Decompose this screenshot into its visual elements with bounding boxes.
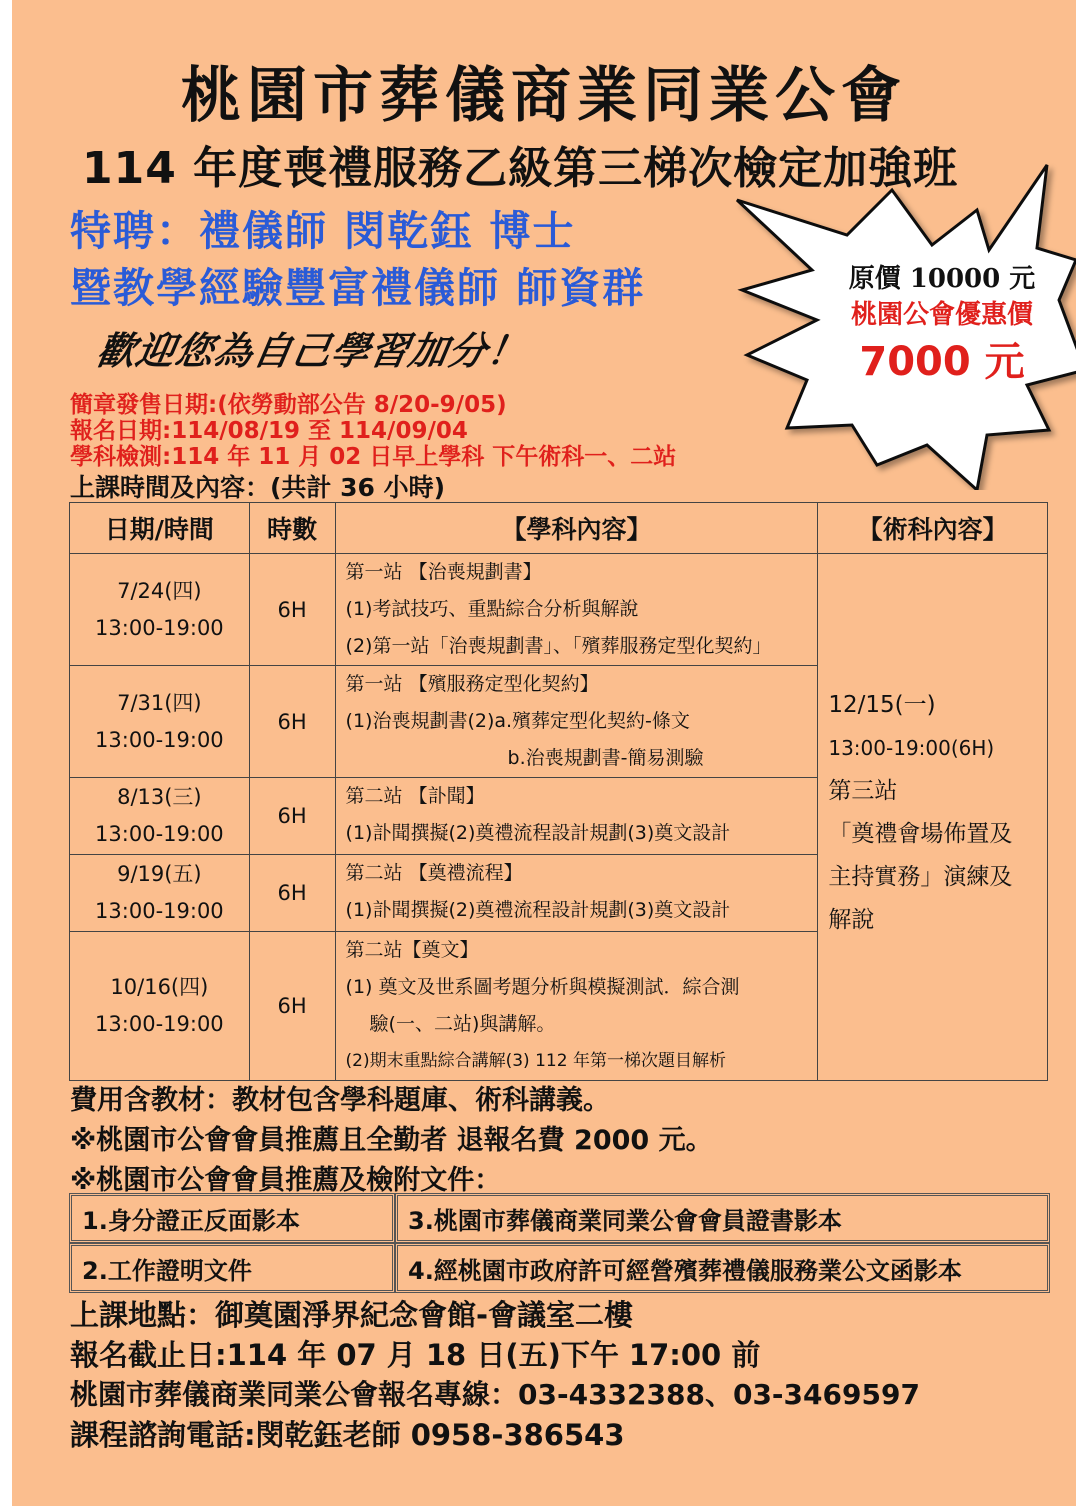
practical-line: 13:00-19:00(6H) <box>828 736 995 760</box>
content-line: 驗(一、二站)與講解。 <box>369 1013 556 1035</box>
practical-content <box>818 554 1048 1081</box>
class-location: 上課地點：御奠園淨界紀念會館-會議室二樓 <box>70 1298 634 1332</box>
registration-deadline: 報名截止日:114 年 07 月 18 日(五)下午 17:00 前 <box>70 1338 761 1372</box>
schedule-header-row <box>70 503 1048 554</box>
schedule-heading: 上課時間及內容：(共計 36 小時) <box>70 473 446 502</box>
row-content <box>335 666 818 778</box>
content-line: (1)考試技巧、重點綜合分析與解說 <box>345 598 639 620</box>
schedule-table <box>69 502 1048 1081</box>
header-practical: 【術科內容】 <box>818 503 1048 554</box>
row-date-cell <box>70 554 250 666</box>
org-title: 桃園市葬儀商業同業公會 <box>181 61 907 131</box>
content-line: b.治喪規劃書-簡易測驗 <box>507 747 704 769</box>
documents-table <box>69 1193 1050 1293</box>
table-row <box>69 1193 1050 1243</box>
practical-line: 「奠禮會場佈置及 <box>828 821 1013 847</box>
row-date-cell <box>70 932 250 1081</box>
row-date-cell <box>70 666 250 778</box>
header-date: 日期/時間 <box>70 503 250 554</box>
row-hours: 6H <box>249 666 335 778</box>
document-item: 3.桃園市葬儀商業同業公會會員證書影本 <box>395 1193 1050 1243</box>
content-line: 第二站【奠文】 <box>345 939 479 961</box>
row-content <box>335 778 818 855</box>
row-date: 10/16(四) <box>110 975 209 999</box>
content-line: (2)期末重點綜合講解(3) 112 年第一梯次題目解析 <box>345 1051 726 1071</box>
row-date: 7/31(四) <box>117 690 202 715</box>
header-hours: 時數 <box>249 503 335 554</box>
practical-line: 第三站 <box>828 778 898 804</box>
refund-info: ※桃園市公會會員推薦且全勤者 退報名費 2000 元。 <box>70 1125 713 1156</box>
practical-line: 12/15(一) <box>828 692 936 718</box>
practical-line: 解說 <box>828 907 875 933</box>
welcome-slogan: 歡迎您為自己學習加分！ <box>93 329 531 373</box>
discount-label: 桃園公會優惠價 <box>850 300 1033 330</box>
row-time: 13:00-19:00 <box>95 899 224 923</box>
header-theory: 【學科內容】 <box>335 503 818 554</box>
content-line: 第一站 【治喪規劃書】 <box>345 561 542 583</box>
table-row <box>70 554 1048 666</box>
row-date: 9/19(五) <box>117 862 202 886</box>
row-date: 7/24(四) <box>117 578 202 603</box>
course-title: 114 年度喪禮服務乙級第三梯次檢定加強班 <box>82 143 959 194</box>
register-date: 報名日期:114/08/19 至 114/09/04 <box>70 418 468 444</box>
table-row <box>69 1243 1050 1293</box>
row-content <box>335 932 818 1081</box>
practical-line: 主持實務」演練及 <box>828 864 1013 890</box>
row-time: 13:00-19:00 <box>95 822 224 846</box>
row-time: 13:00-19:00 <box>95 615 224 640</box>
exam-date: 學科檢測:114 年 11 月 02 日早上學科 下午術科一、二站 <box>70 444 677 470</box>
document-item: 2.工作證明文件 <box>69 1243 395 1293</box>
fee-info: 費用含教材：教材包含學科題庫、術科講義。 <box>70 1085 610 1116</box>
content-line: (1)治喪規劃書(2)a.殯葬定型化契約-條文 <box>345 710 690 732</box>
content-line: 第一站 【殯服務定型化契約】 <box>345 673 599 695</box>
documents-heading: ※桃園市公會會員推薦及檢附文件： <box>70 1165 502 1196</box>
row-time: 13:00-19:00 <box>95 727 224 752</box>
content-line: (1)訃聞撰擬(2)奠禮流程設計規劃(3)奠文設計 <box>345 822 731 844</box>
document-item: 1.身分證正反面影本 <box>69 1193 395 1243</box>
row-date: 8/13(三) <box>117 785 202 809</box>
row-content <box>335 554 818 666</box>
registration-hotline: 桃園市葬儀商業同業公會報名專線：03-4332388、03-3469597 <box>70 1378 920 1411</box>
lecturer-line-1: 特聘：禮儀師 閔乾鈺 博士 <box>70 207 576 255</box>
row-date-cell <box>70 778 250 855</box>
flyer-sheet <box>12 0 1076 1506</box>
row-hours: 6H <box>249 855 335 932</box>
content-line: (1) 奠文及世系圖考題分析與模擬測試．綜合測 <box>345 976 740 998</box>
consult-phone: 課程諮詢電話:閔乾鈺老師 0958-386543 <box>70 1418 625 1452</box>
row-date-cell <box>70 855 250 932</box>
content-line: (2)第一站「治喪規劃書」、「殯葬服務定型化契約」 <box>345 635 772 657</box>
row-hours: 6H <box>249 554 335 666</box>
document-item: 4.經桃園市政府許可經營殯葬禮儀服務業公文函影本 <box>395 1243 1050 1293</box>
row-hours: 6H <box>249 932 335 1081</box>
row-time: 13:00-19:00 <box>95 1012 224 1036</box>
content-line: 第二站 【奠禮流程】 <box>345 862 523 884</box>
sale-date: 簡章發售日期:(依勞動部公告 8/20-9/05) <box>70 392 507 418</box>
lecturer-line-2: 暨教學經驗豐富禮儀師 師資群 <box>70 264 646 312</box>
content-line: 第二站 【訃聞】 <box>345 785 485 807</box>
row-content <box>335 855 818 932</box>
discount-price: 7000 元 <box>859 339 1025 385</box>
row-hours: 6H <box>249 778 335 855</box>
content-line: (1)訃聞撰擬(2)奠禮流程設計規劃(3)奠文設計 <box>345 899 731 921</box>
original-price: 原價 10000 元 <box>848 264 1036 294</box>
